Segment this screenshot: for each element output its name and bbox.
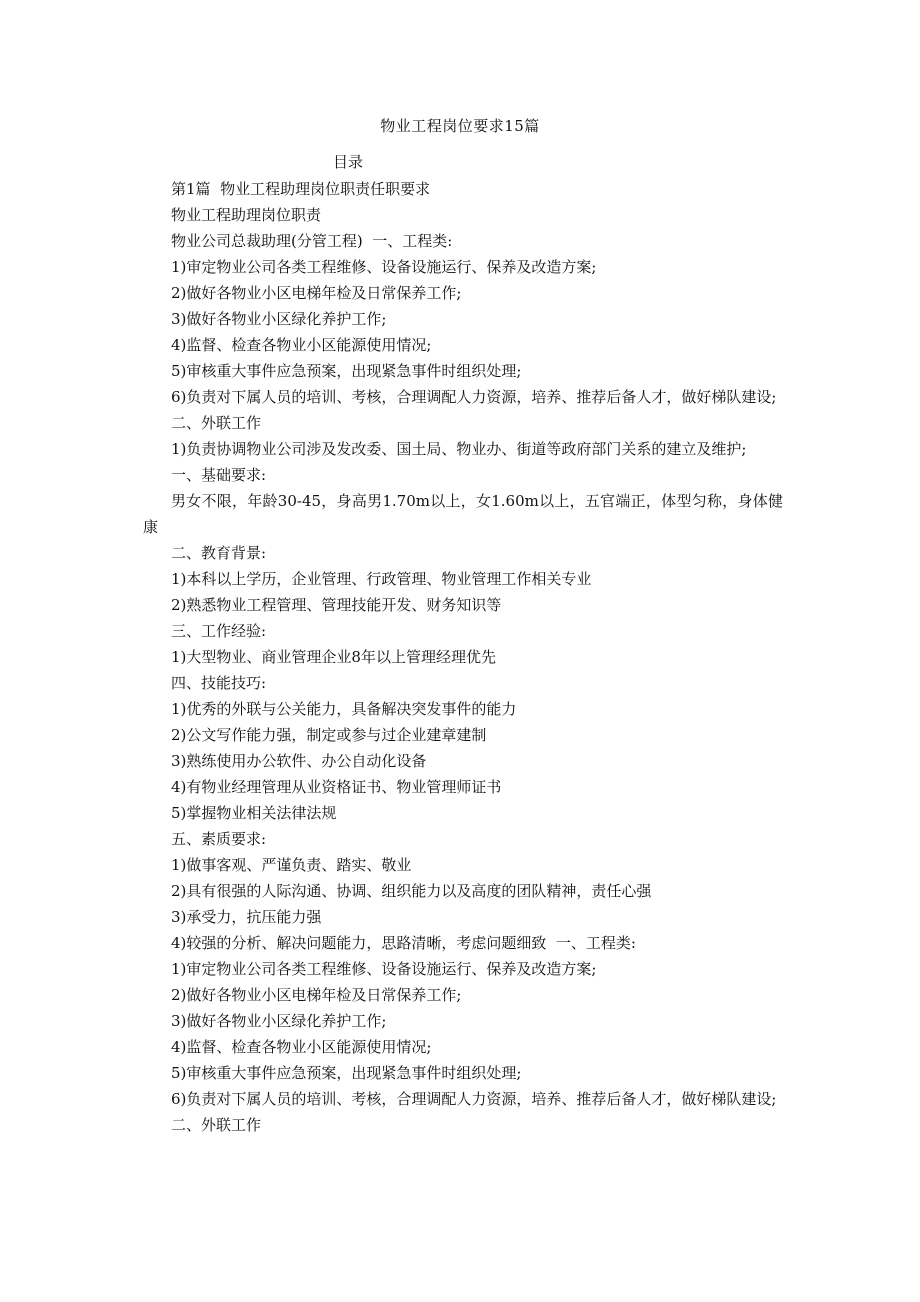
paragraph-line: 四、技能技巧: — [171, 674, 267, 692]
paragraph-line: 2)公文写作能力强，制定或参与过企业建章建制 — [171, 726, 487, 744]
paragraph-line: 二、外联工作 — [171, 414, 262, 432]
paragraph-line: 6)负责对下属人员的培训、考核，合理调配人力资源，培养、推荐后备人才，做好梯队建设; — [171, 388, 777, 406]
paragraph-line: 3)承受力，抗压能力强 — [171, 908, 322, 926]
paragraph-line: 5)审核重大事件应急预案，出现紧急事件时组织处理; — [171, 1064, 522, 1082]
paragraph-line: 3)做好各物业小区绿化养护工作; — [171, 310, 387, 328]
paragraph-line: 1)本科以上学历，企业管理、行政管理、物业管理工作相关专业 — [171, 570, 592, 588]
paragraph-line: 男女不限，年龄30-45，身高男1.70m以上，女1.60m以上，五官端正，体型匀称，身体健康 — [143, 492, 783, 536]
paragraph-line: 五、素质要求: — [171, 830, 267, 848]
paragraph-line: 1)做事客观、严谨负责、踏实、敬业 — [171, 856, 412, 874]
paragraph-line: 物业工程助理岗位职责 — [171, 206, 322, 224]
paragraph-line: 4)监督、检查各物业小区能源使用情况; — [171, 1038, 432, 1056]
toc-heading: 目录 — [333, 153, 364, 171]
paragraph-line: 2)具有很强的人际沟通、协调、组织能力以及高度的团队精神，责任心强 — [171, 882, 652, 900]
paragraph-line: 二、外联工作 — [171, 1116, 262, 1134]
paragraph-line: 二、教育背景: — [171, 544, 267, 562]
paragraph-line: 三、工作经验: — [171, 622, 267, 640]
paragraph-line: 6)负责对下属人员的培训、考核，合理调配人力资源，培养、推荐后备人才，做好梯队建设; — [171, 1090, 777, 1108]
paragraph-line: 一、基础要求: — [171, 466, 267, 484]
paragraph-line: 1)审定物业公司各类工程维修、设备设施运行、保养及改造方案; — [171, 258, 597, 276]
paragraph-line: 1)审定物业公司各类工程维修、设备设施运行、保养及改造方案; — [171, 960, 597, 978]
paragraph-line: 1)大型物业、商业管理企业8年以上管理经理优先 — [171, 648, 496, 666]
paragraph-line: 4)较强的分析、解决问题能力，思路清晰，考虑问题细致 一、工程类: — [171, 934, 636, 952]
paragraph-line: 1)负责协调物业公司涉及发改委、国土局、物业办、街道等政府部门关系的建立及维护; — [171, 440, 747, 458]
paragraph-line: 物业公司总裁助理(分管工程) 一、工程类: — [171, 232, 453, 250]
paragraph-line: 2)熟悉物业工程管理、管理技能开发、财务知识等 — [171, 596, 502, 614]
paragraph-line: 2)做好各物业小区电梯年检及日常保养工作; — [171, 284, 462, 302]
paragraph-line: 4)有物业经理管理从业资格证书、物业管理师证书 — [171, 778, 502, 796]
document-body — [143, 176, 783, 1138]
paragraph-line: 3)做好各物业小区绿化养护工作; — [171, 1012, 387, 1030]
document-title: 物业工程岗位要求15篇 — [380, 117, 540, 135]
paragraph-line: 第1篇 物业工程助理岗位职责任职要求 — [171, 180, 431, 198]
paragraph-line: 5)审核重大事件应急预案，出现紧急事件时组织处理; — [171, 362, 522, 380]
paragraph-line: 1)优秀的外联与公关能力，具备解决突发事件的能力 — [171, 700, 517, 718]
paragraph-line: 2)做好各物业小区电梯年检及日常保养工作; — [171, 986, 462, 1004]
paragraph-line: 3)熟练使用办公软件、办公自动化设备 — [171, 752, 427, 770]
paragraph-line: 5)掌握物业相关法律法规 — [171, 804, 337, 822]
paragraph-line: 4)监督、检查各物业小区能源使用情况; — [171, 336, 432, 354]
